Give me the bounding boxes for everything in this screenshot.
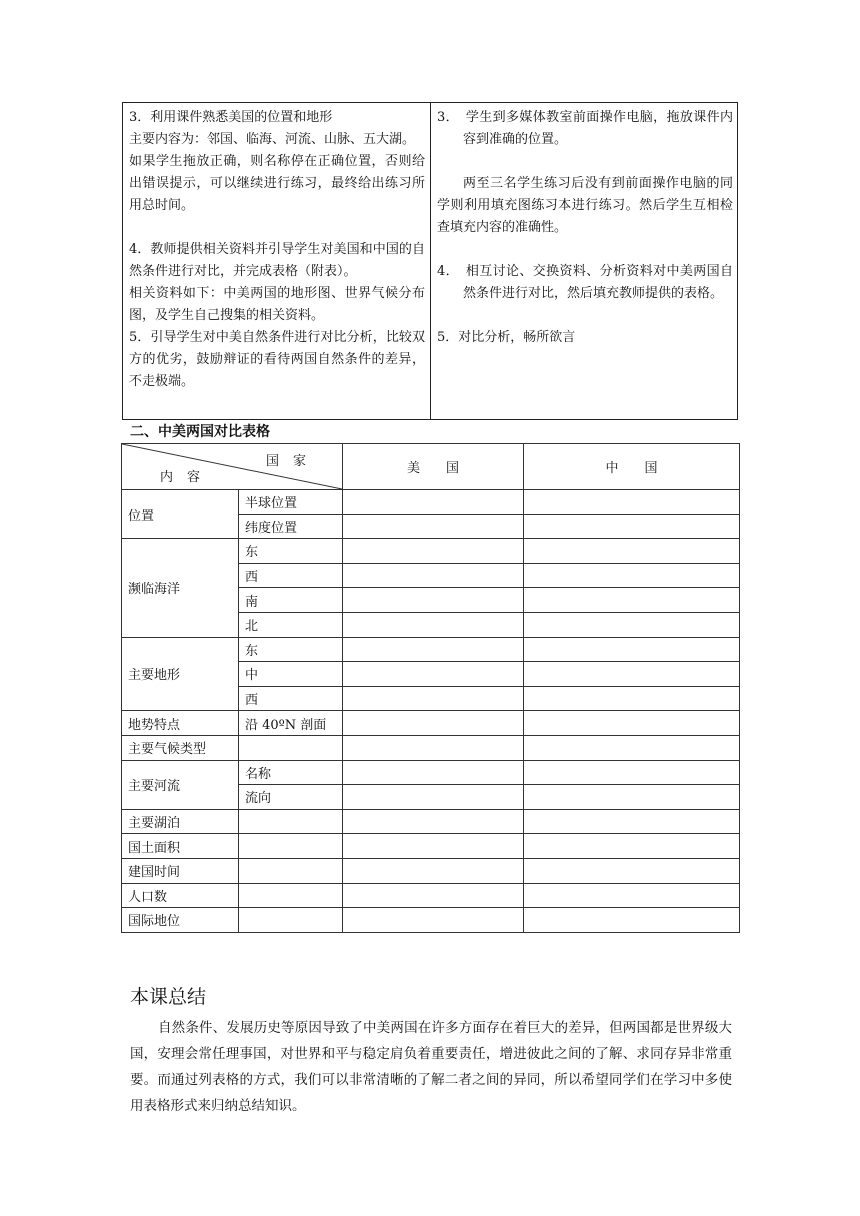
table-row — [122, 908, 740, 933]
table-row — [122, 809, 740, 834]
sub-label-west: 西 — [239, 563, 343, 588]
activities-table — [122, 102, 738, 420]
row-label-status: 国际地位 — [122, 908, 239, 933]
cell-china[interactable] — [524, 809, 740, 834]
table-row — [122, 711, 740, 736]
sub-label-west: 西 — [239, 686, 343, 711]
cell-china[interactable] — [524, 858, 740, 883]
cell-empty — [239, 858, 343, 883]
cell-usa[interactable] — [343, 711, 524, 736]
cell-china[interactable] — [524, 637, 740, 662]
sub-label-profile: 沿 40ºN 剖面 — [239, 711, 343, 736]
comparison-table — [121, 443, 740, 933]
table-row — [122, 637, 740, 662]
sub-label-hemisphere: 半球位置 — [239, 490, 343, 515]
student-item-3: 3． 学生到多媒体教室前面操作电脑，拖放课件内容到准确的位置。 — [437, 110, 733, 147]
cell-usa[interactable] — [343, 760, 524, 785]
cell-usa[interactable] — [343, 539, 524, 564]
table-row — [122, 490, 740, 515]
header-country-label: 国家 — [265, 454, 320, 469]
cell-usa[interactable] — [343, 637, 524, 662]
cell-china[interactable] — [524, 588, 740, 613]
row-label-area: 国土面积 — [122, 834, 239, 859]
row-label-climate: 主要气候类型 — [122, 735, 239, 760]
cell-usa[interactable] — [343, 662, 524, 687]
cell-usa[interactable] — [343, 490, 524, 515]
cell-china[interactable] — [524, 563, 740, 588]
cell-china[interactable] — [524, 735, 740, 760]
sub-label-river-name: 名称 — [239, 760, 343, 785]
cell-usa[interactable] — [343, 514, 524, 539]
cell-china[interactable] — [524, 662, 740, 687]
cell-usa[interactable] — [343, 612, 524, 637]
teacher-item-3-detail: 如果学生拖放正确，则名称停在正确位置，否则给出错误提示，可以继续进行练习，最终给出练习所用总时间。 — [129, 154, 425, 213]
table-row — [122, 858, 740, 883]
cell-china[interactable] — [524, 711, 740, 736]
cell-usa[interactable] — [343, 588, 524, 613]
diagonal-header-cell — [122, 444, 343, 490]
cell-china[interactable] — [524, 908, 740, 933]
cell-usa[interactable] — [343, 785, 524, 810]
sub-label-north: 北 — [239, 612, 343, 637]
table-header-row — [122, 444, 740, 490]
row-label-terrain: 主要地形 — [122, 637, 239, 711]
table-row — [122, 883, 740, 908]
cell-china[interactable] — [524, 490, 740, 515]
row-label-ocean: 濒临海洋 — [122, 539, 239, 637]
header-china: 中 国 — [524, 444, 740, 490]
cell-china[interactable] — [524, 785, 740, 810]
cell-empty — [239, 834, 343, 859]
row-label-population: 人口数 — [122, 883, 239, 908]
cell-china[interactable] — [524, 686, 740, 711]
sub-label-east: 东 — [239, 637, 343, 662]
teacher-item-4-materials: 相关资料如下：中美两国的地形图、世界气候分布图，及学生自己搜集的相关资料。 — [129, 286, 425, 323]
student-activities — [437, 107, 733, 349]
cell-usa[interactable] — [343, 908, 524, 933]
row-label-position: 位置 — [122, 490, 239, 539]
student-item-5: 5．对比分析，畅所欲言 — [437, 330, 576, 345]
cell-usa[interactable] — [343, 858, 524, 883]
teacher-item-3-content: 主要内容为：邻国、临海、河流、山脉、五大湖。 — [129, 132, 416, 147]
column-divider — [430, 103, 431, 419]
cell-empty — [239, 809, 343, 834]
cell-china[interactable] — [524, 612, 740, 637]
cell-usa[interactable] — [343, 883, 524, 908]
row-label-founding: 建国时间 — [122, 858, 239, 883]
table-row — [122, 834, 740, 859]
sub-label-middle: 中 — [239, 662, 343, 687]
teacher-item-3-title: 3．利用课件熟悉美国的位置和地形 — [129, 110, 333, 125]
section-2-title: 二、中美两国对比表格 — [130, 424, 270, 440]
student-item-3-practice: 两至三名学生练习后没有到前面操作电脑的同学则利用填充图练习本进行练习。然后学生互相检查填充内容的准确性。 — [437, 176, 733, 235]
cell-china[interactable] — [524, 539, 740, 564]
cell-empty — [239, 908, 343, 933]
summary-title: 本课总结 — [130, 986, 207, 1008]
cell-china[interactable] — [524, 514, 740, 539]
cell-china[interactable] — [524, 834, 740, 859]
cell-china[interactable] — [524, 883, 740, 908]
table-row — [122, 539, 740, 564]
table-row — [122, 735, 740, 760]
cell-empty — [239, 735, 343, 760]
summary-text: 自然条件、发展历史等原因导致了中美两国在许多方面存在着巨大的差异，但两国都是世界级大国，安理会常任理事国，对世界和平与稳定肩负着重要责任，增进彼此之间的了解、求同存异非常重要。而通过列表格的方式，我们可以非常清晰的了解二者之间的异同，所以希望同学们在学习中多使用表格形式来归纳总结知识。 — [130, 1020, 732, 1114]
sub-label-south: 南 — [239, 588, 343, 613]
sub-label-east: 东 — [239, 539, 343, 564]
header-usa: 美 国 — [343, 444, 524, 490]
cell-empty — [239, 883, 343, 908]
table-row — [122, 760, 740, 785]
sub-label-latitude: 纬度位置 — [239, 514, 343, 539]
cell-usa[interactable] — [343, 809, 524, 834]
teacher-item-5: 5．引导学生对中美自然条件进行对比分析，比较双方的优劣，鼓励辩证的看待两国自然条件的差异，不走极端。 — [129, 330, 425, 389]
header-content-label: 内容 — [160, 470, 215, 485]
cell-usa[interactable] — [343, 834, 524, 859]
row-label-lakes: 主要湖泊 — [122, 809, 239, 834]
cell-china[interactable] — [524, 760, 740, 785]
sub-label-river-flow: 流向 — [239, 785, 343, 810]
teacher-item-4: 4．教师提供相关资料并引导学生对美国和中国的自然条件进行对比，并完成表格（附表）。 — [129, 242, 425, 279]
teacher-activities — [129, 107, 425, 393]
cell-usa[interactable] — [343, 686, 524, 711]
student-item-4: 4． 相互讨论、交换资料、分析资料对中美两国自然条件进行对比，然后填充教师提供的表格。 — [437, 264, 733, 301]
row-label-rivers: 主要河流 — [122, 760, 239, 809]
cell-usa[interactable] — [343, 735, 524, 760]
cell-usa[interactable] — [343, 563, 524, 588]
row-label-slope: 地势特点 — [122, 711, 239, 736]
